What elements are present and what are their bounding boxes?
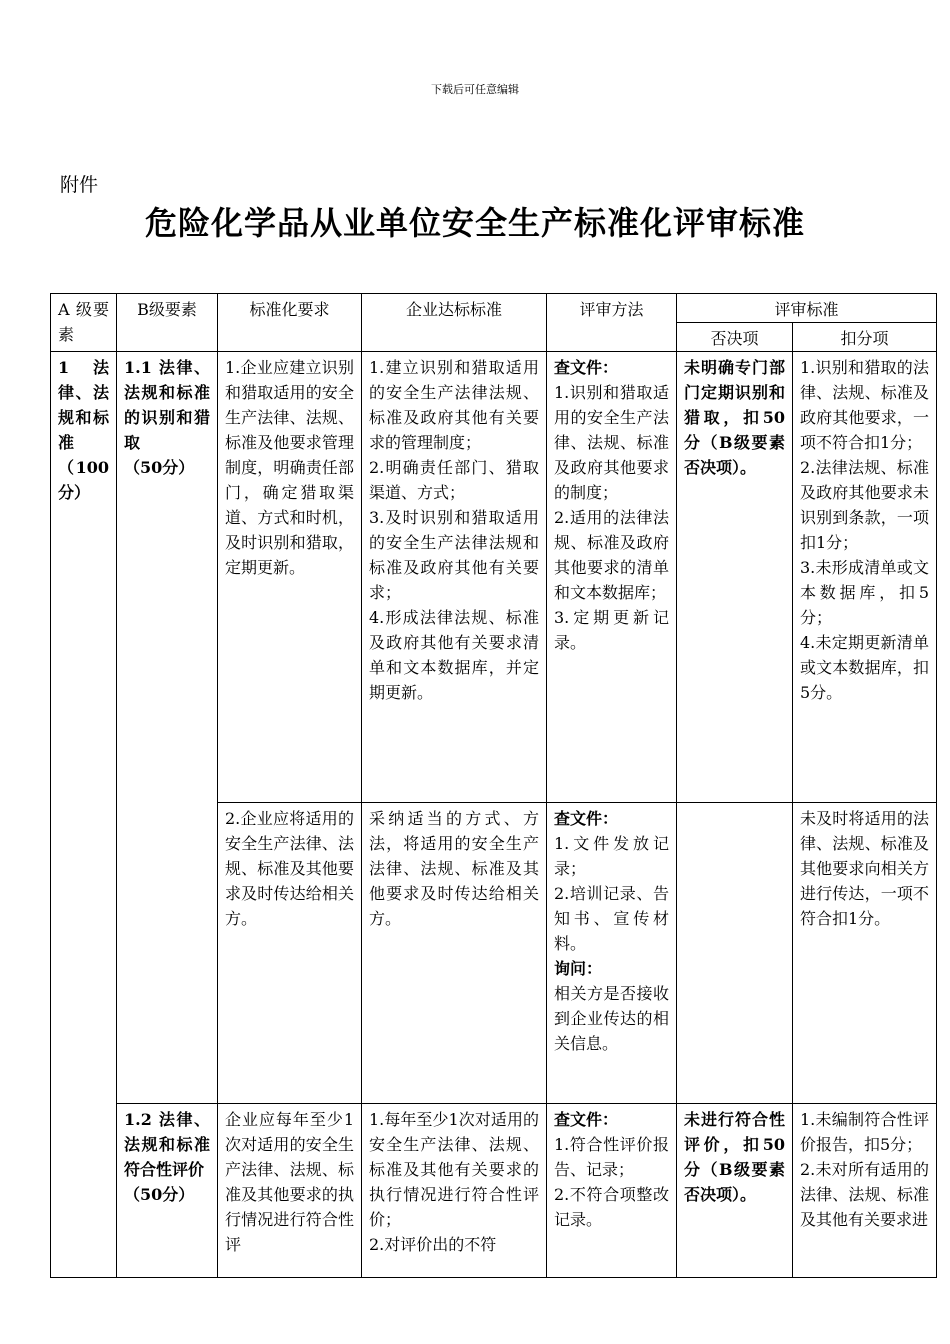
veto-cell: 未进行符合性评价，扣50分（B级要素否决项）。 [677,1104,793,1278]
veto-cell [677,803,793,1104]
col-header-veto: 否决项 [677,323,793,352]
a-level-cell: 1 法律、法规和标准 （100分） [51,352,117,1278]
col-header-deduct: 扣分项 [793,323,937,352]
document-title: 危险化学品从业单位安全生产标准化评审标准 [144,204,805,242]
col-header-a-level: A 级要素 [51,294,117,352]
attachment-label: 附件 [60,174,99,196]
requirement-cell: 1.企业应建立识别和猎取适用的安全生产法律、法规、标准及他要求管理制度，明确责任部门，确定猎取渠道、方式和时机，及时识别和猎取，定期更新。 [218,352,362,803]
method-text: 1.文件发放记录； 2.培训记录、告知书、宣传材料。 [554,834,669,953]
standard-cell: 采纳适当的方式、方法，将适用的安全生产法律、法规、标准及其他要求及时传达给相关方。 [362,803,547,1104]
b-level-cell: 1.2 法律、法规和标准符合性评价 （50分） [117,1104,218,1278]
method-text: 1.符合性评价报告、记录； 2.不符合项整改记录。 [554,1135,669,1229]
standards-table [50,293,937,1278]
standard-cell: 1.每年至少1次对适用的安全生产法律、法规、标准及其他有关要求的执行情况进行符合性评价； 2.对评价出的不符 [362,1104,547,1278]
b-level-cell: 1.1 法律、法规和标准的识别和猎取 （50分） [117,352,218,1104]
method-label-inquiry: 询问： [554,959,603,978]
header-note: 下载后可任意编辑 [431,83,519,96]
table-header-row [51,294,937,323]
standard-cell: 1.建立识别和猎取适用的安全生产法律法规、标准及政府其他有关要求的管理制度； 2.明确责任部门、猎取渠道、方式； 3.及时识别和猎取适用的安全生产法律法规和标准及政府其他有关要求； 4.形成法律法规、标准及政府其他有关要求清单和文本数据库，并定期更新。 [362,352,547,803]
method-label: 查文件： [554,358,619,377]
deduct-cell: 未及时将适用的法律、法规、标准及其他要求向相关方进行传达，一项不符合扣1分。 [793,803,937,1104]
col-header-requirement: 标准化要求 [218,294,362,352]
table-row [51,1104,937,1278]
col-header-method: 评审方法 [547,294,677,352]
method-text: 1.识别和猎取适用的安全生产法律、法规、标准及政府其他要求的制度； 2.适用的法律法规、标准及政府其他要求的清单和文本数据库； 3.定期更新记录。 [554,383,669,652]
table-row [51,352,937,803]
col-header-standard: 企业达标标准 [362,294,547,352]
col-header-criteria: 评审标准 [677,294,937,323]
requirement-cell: 企业应每年至少1次对适用的安全生产法律、法规、标准及其他要求的执行情况进行符合性评 [218,1104,362,1278]
method-text-inquiry: 相关方是否接收到企业传达的相关信息。 [554,984,669,1053]
method-label: 查文件： [554,1110,619,1129]
col-header-b-level: B级要素 [117,294,218,352]
method-cell [547,352,677,803]
method-cell [547,803,677,1104]
deduct-cell: 1.识别和猎取的法律、法规、标准及政府其他要求，一项不符合扣1分； 2.法律法规、标准及政府其他要求未识别到条款，一项扣1分； 3.未形成清单或文本数据库，扣5分； 4.未定期更新清单或文本数据库，扣5分。 [793,352,937,803]
requirement-cell: 2.企业应将适用的安全生产法律、法规、标准及其他要求及时传达给相关方。 [218,803,362,1104]
veto-cell: 未明确专门部门定期识别和猎取，扣50分（B级要素否决项）。 [677,352,793,803]
method-label: 查文件： [554,809,619,828]
deduct-cell: 1.未编制符合性评价报告，扣5分； 2.未对所有适用的法律、法规、标准及其他有关要求进 [793,1104,937,1278]
method-cell [547,1104,677,1278]
